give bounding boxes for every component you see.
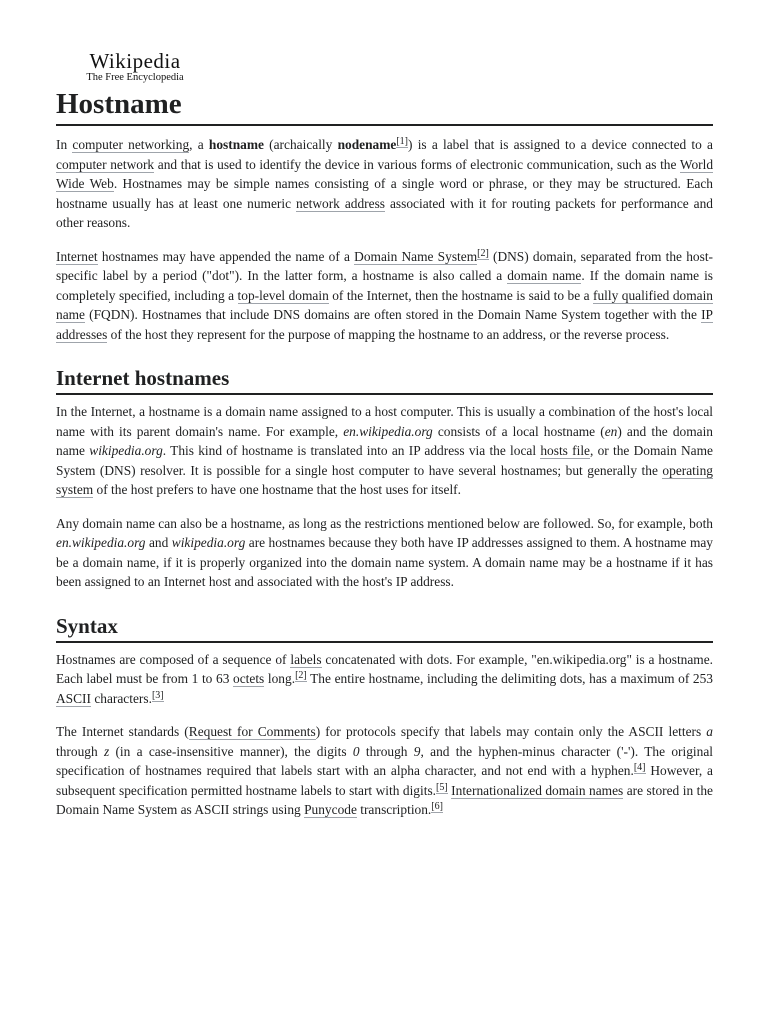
text-run: The Internet standards ( <box>56 724 189 739</box>
article-link[interactable]: labels <box>290 651 322 667</box>
intro-paragraph-2 <box>56 247 713 345</box>
italic-text: en.wikipedia.org <box>343 423 433 439</box>
reference-link[interactable]: [2] <box>477 247 489 259</box>
page-title: Hostname <box>56 84 713 126</box>
article-link[interactable]: Request for Comments <box>188 724 316 739</box>
bold-term: hostname <box>208 137 264 152</box>
italic-text: wikipedia.org <box>89 443 163 458</box>
text-run: In <box>56 137 73 152</box>
text-run: concatenated with dots. For example, "en.wikipedia.org" is a hostname. Each label must be from 1 to 63 <box>56 651 714 686</box>
article-link[interactable]: World Wide Web <box>56 156 714 191</box>
text-run: . If the domain name is completely specified, including a <box>56 268 713 303</box>
article-link[interactable]: fully qualified domain name <box>56 287 714 322</box>
article-link[interactable]: computer networking <box>72 137 190 152</box>
text-run: are stored in the Domain Name System as ASCII strings using <box>56 782 713 817</box>
text-run: , a <box>189 137 209 152</box>
text-run: transcription. <box>356 802 432 817</box>
internet-hostnames-paragraph-2 <box>56 514 713 592</box>
reference-link[interactable]: [2] <box>295 670 307 681</box>
article-link[interactable]: operating system <box>56 462 713 497</box>
text-run: . Hostnames may be simple names consisting of a single word or phrase, or they may be structured. Each hostname usually has at least one numeric <box>56 176 713 211</box>
italic-text: 9 <box>413 743 421 759</box>
text-run: (archaically <box>263 137 338 152</box>
article-link[interactable]: ASCII <box>56 690 91 706</box>
text-run: (in a case-insensitive manner), the digits <box>109 743 353 759</box>
text-run: However, a subsequent specification permitted hostname labels to start with digits. <box>56 763 713 798</box>
article-link[interactable]: Internet <box>56 248 98 264</box>
text-run: Hostnames are composed of a sequence of <box>56 651 291 667</box>
text-run: and <box>145 535 172 550</box>
text-run: of the Internet, then the hostname is said to be a <box>328 287 594 303</box>
text-run: long. <box>264 671 296 686</box>
wikipedia-logo[interactable] <box>76 50 194 84</box>
text-run: associated with it for routing packets for performance and other reasons. <box>56 195 714 230</box>
text-run: are hostnames because they both have IP addresses assigned to them. A hostname may be a domain name, if it is properly organized into the domain name system. A domain name may be a hostname if it has been assigned to an Internet host and associated with the host's IP address. <box>56 535 714 589</box>
text-run: , or the Domain Name System (DNS) resolver. It is possible for a single host computer to have several hostnames; but generally the <box>56 443 713 478</box>
article-content <box>56 84 713 820</box>
text-run: consists of a local hostname ( <box>432 423 605 439</box>
italic-text: wikipedia.org <box>171 535 246 550</box>
text-run: hostnames may have appended the name of a <box>97 248 355 264</box>
intro-paragraph-1 <box>56 135 713 233</box>
reference-link[interactable]: [4] <box>633 762 646 773</box>
reference-link[interactable]: [5] <box>436 781 448 793</box>
section-heading-syntax: Syntax <box>56 612 713 643</box>
italic-text: 0 <box>352 743 360 759</box>
article-link[interactable]: Domain Name System <box>354 248 478 264</box>
text-run: of the host they represent for the purpose of mapping the hostname to an address, or the reverse process. <box>107 326 670 342</box>
article-link[interactable]: hosts file <box>540 443 590 458</box>
article-link[interactable]: top-level domain <box>237 287 329 303</box>
text-run: In the Internet, a hostname is a domain name assigned to a host computer. This is usually a combination of the host's local name with its parent domain's name. For example, <box>56 404 713 439</box>
italic-text: en <box>604 423 618 439</box>
text-run: . This kind of hostname is translated into an IP address via the local <box>162 443 541 458</box>
text-run: of the host prefers to have one hostname that the host uses for itself. <box>93 482 461 497</box>
text-run: characters. <box>90 690 152 706</box>
reference-link[interactable]: [3] <box>151 689 164 701</box>
article-link[interactable]: domain name <box>507 268 582 283</box>
text-run: through <box>359 743 414 759</box>
bold-term: nodename <box>337 137 397 152</box>
logo-wordmark: Wikipedia <box>89 49 181 73</box>
article-link[interactable]: network address <box>296 195 386 211</box>
article-link[interactable]: octets <box>233 671 265 686</box>
article-link[interactable]: computer network <box>56 156 155 172</box>
text-run: (FQDN). Hostnames that include DNS domains are often stored in the Domain Name System together with the <box>85 307 702 322</box>
text-run: and that is used to identify the device in various forms of electronic communication, such as the <box>154 156 680 172</box>
syntax-paragraph-2 <box>56 722 713 820</box>
text-run: Any domain name can also be a hostname, as long as the restrictions mentioned below are followed. So, for example, both <box>56 515 713 531</box>
section-heading-internet-hostnames: Internet hostnames <box>56 364 713 395</box>
article-link[interactable]: Punycode <box>304 802 357 817</box>
reference-link[interactable]: [6] <box>431 801 443 812</box>
text-run: , and the hyphen-minus character ('-'). The original specification of hostnames required that labels start with an alpha character, and not end with a hyphen. <box>56 743 713 778</box>
reference-link[interactable]: [1] <box>396 136 409 147</box>
article-link[interactable]: IP addresses <box>56 307 713 342</box>
text-run: (DNS) domain, separated from the host-specific label by a period ("dot"). In the latter form, a hostname is also called a <box>56 248 713 283</box>
italic-text: z <box>103 743 110 759</box>
internet-hostnames-paragraph-1 <box>56 402 713 500</box>
text-run: ) and the domain name <box>56 423 713 458</box>
text-run: through <box>56 743 104 759</box>
article-link[interactable]: Internationalized domain names <box>451 782 624 798</box>
text-run: ) is a label that is assigned to a device connected to a <box>408 137 713 152</box>
syntax-paragraph-1 <box>56 650 713 709</box>
text-run: ) for protocols specify that labels may contain only the ASCII letters <box>315 724 707 739</box>
italic-text: en.wikipedia.org <box>56 535 146 550</box>
text-run: The entire hostname, including the delimiting dots, has a maximum of 253 <box>306 671 713 686</box>
italic-text: a <box>706 724 713 739</box>
logo-tagline: The Free Encyclopedia <box>86 72 184 83</box>
